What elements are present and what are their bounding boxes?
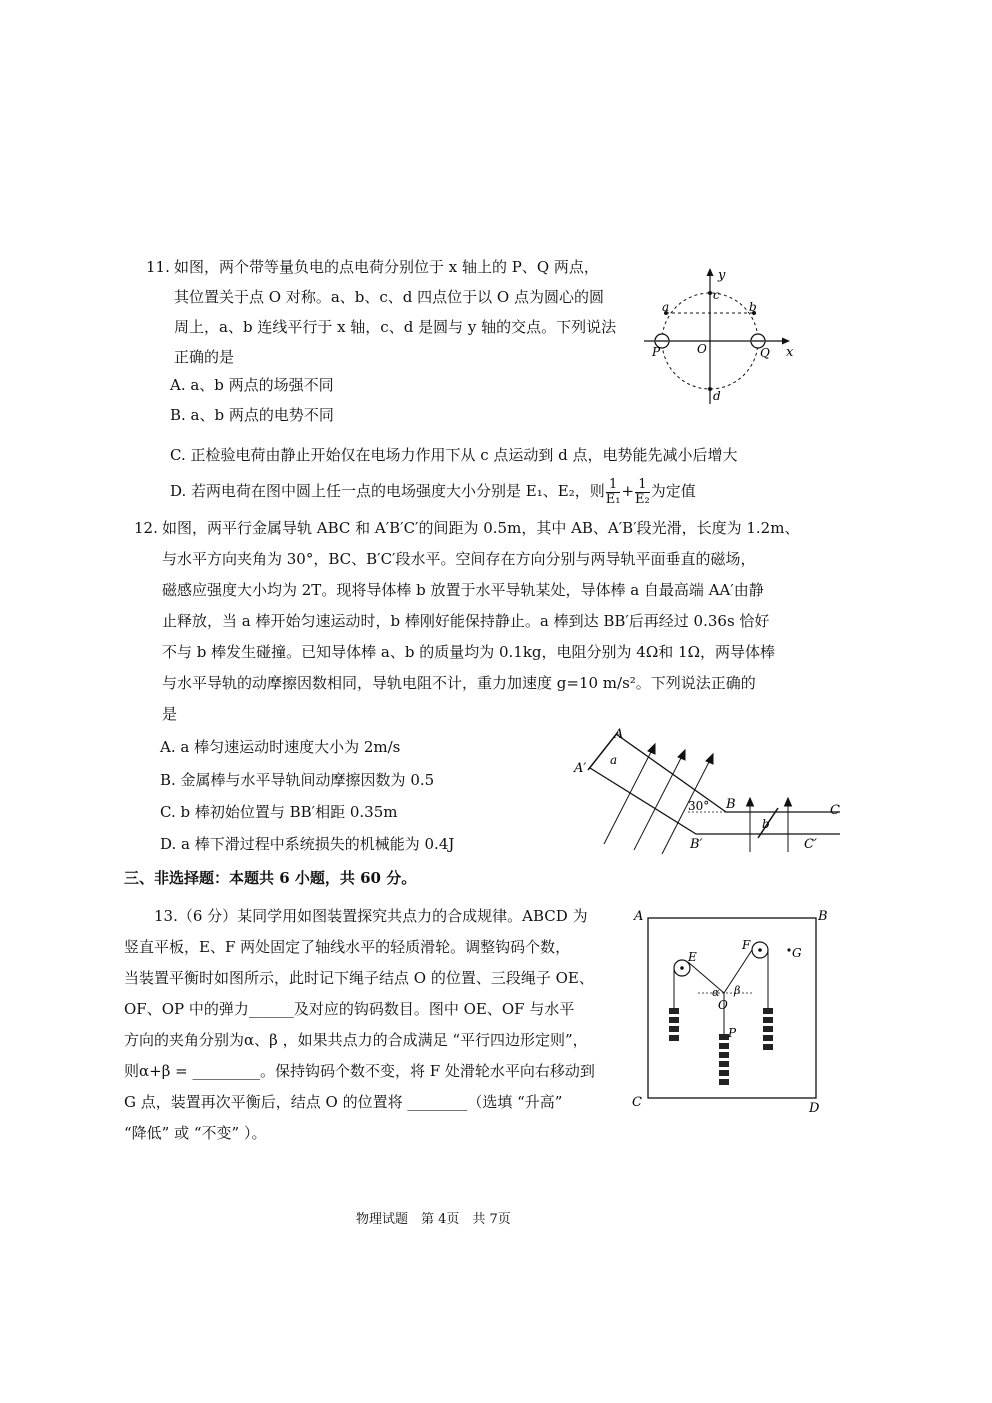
- weights-middle: [719, 1034, 729, 1085]
- question-text-line: 是: [162, 705, 178, 723]
- hook-weight: [763, 1035, 773, 1041]
- rail-figure: [570, 726, 850, 856]
- option-d-suffix: 为定值: [650, 482, 696, 500]
- question-number: 12.: [134, 519, 158, 537]
- option-d: [170, 476, 696, 507]
- fraction: $\frac{1}{\text{E₂}}$: [635, 476, 650, 507]
- pulley-e-axle: [680, 966, 684, 970]
- hook-weight: [669, 1026, 679, 1032]
- label-q: Q: [760, 346, 770, 360]
- label-E: E: [688, 950, 697, 964]
- x-axis-arrow: [782, 338, 790, 345]
- label-d: d: [713, 389, 721, 403]
- hook-weight: [719, 1052, 729, 1058]
- rail-a2b2c2: [590, 768, 840, 834]
- hook-weight: [669, 1035, 679, 1041]
- question-text-line: 如图，两平行金属导轨 ABC 和 A′B′C′的间距为 0.5m，其中 AB、A′B′段光滑，长度为 1.2m、: [162, 519, 800, 537]
- label-b: b: [749, 300, 757, 314]
- question-text-line: 磁感应强度大小均为 2T。现将导体棒 b 放置于水平导轨某处，导体棒 a 自最高端 AA′由静: [162, 581, 764, 599]
- question-text-line: 不与 b 棒发生碰撞。已知导体棒 a、b 的质量均为 0.1kg，电阻分别为 4Ω和 1Ω，两导体棒: [162, 643, 776, 661]
- charge-circle-figure: [640, 262, 800, 407]
- question-text-line: OF、OP 中的弹力______及对应的钩码数目。图中 OE、OF 与水平: [124, 1000, 575, 1018]
- label-O: O: [718, 998, 728, 1012]
- question-text-line: 正确的是: [174, 348, 235, 366]
- label-o: O: [697, 342, 707, 356]
- force-board-figure: [628, 904, 834, 1116]
- label-D: D: [809, 1101, 820, 1116]
- point-d: [708, 387, 712, 391]
- question-text-line: 其位置关于点 O 对称。a、b、c、d 四点位于以 O 点为圆心的圆: [174, 288, 604, 306]
- pulley-f-axle: [758, 948, 762, 952]
- question-text-line: 止释放，当 a 棒开始匀速运动时，b 棒刚好能保持静止。a 棒到达 BB′后再经过 0.36s 恰好: [162, 612, 770, 630]
- hook-weight: [719, 1079, 729, 1085]
- question-text-line: 13.（6 分）某同学用如图装置探究共点力的合成规律。ABCD 为: [154, 907, 588, 925]
- label-c: c: [713, 288, 720, 302]
- label-rod-b: b: [762, 817, 770, 831]
- arrow: [785, 798, 792, 806]
- option-a: A. a 棒匀速运动时速度大小为 2m/s: [160, 738, 401, 756]
- label-A: A: [634, 909, 644, 924]
- option-b: B. a、b 两点的电势不同: [170, 406, 334, 424]
- option-c: C. b 棒初始位置与 BB′相距 0.35m: [160, 803, 398, 821]
- label-rod-a: a: [610, 753, 618, 767]
- hook-weight: [669, 1017, 679, 1023]
- arrow: [706, 754, 713, 764]
- y-axis-arrow: [707, 268, 714, 276]
- hook-weight: [763, 1008, 773, 1014]
- question-text-line: 则α+β = _________。保持钩码个数不变，将 F 处滑轮水平向右移动到: [124, 1062, 595, 1080]
- question-number: 11.: [146, 258, 170, 276]
- point-g: [787, 948, 790, 951]
- label-beta: β: [734, 984, 741, 997]
- hook-weight: [669, 1008, 679, 1014]
- question-text-line: 当装置平衡时如图所示，此时记下绳子结点 O 的位置、三段绳子 OE、: [124, 969, 594, 987]
- label-G: G: [792, 946, 802, 960]
- hook-weight: [719, 1070, 729, 1076]
- option-c: C. 正检验电荷由静止开始仅在电场力作用下从 c 点运动到 d 点，电势能先减小后增大: [170, 446, 738, 464]
- label-alpha: α: [712, 986, 720, 999]
- label-x: x: [786, 345, 794, 360]
- label-a: a: [662, 300, 670, 314]
- label-C: C: [632, 1095, 642, 1110]
- point-c: [708, 291, 712, 295]
- question-text-line: G 点，装置再次平衡后，结点 O 的位置将 ________（选填 “升高”: [124, 1093, 563, 1111]
- fraction: $\frac{1}{\text{E₁}}$: [605, 476, 621, 507]
- label-B-prime: B′: [690, 837, 703, 852]
- plus-sign: +: [621, 482, 635, 500]
- option-d-text: D. 若两电荷在图中圆上任一点的电场强度大小分别是 E₁、E₂，则: [170, 482, 605, 500]
- question-text-line: 方向的夹角分别为α、β ，如果共点力的合成满足 “平行四边形定则”，: [124, 1031, 588, 1049]
- label-F: F: [742, 938, 751, 952]
- label-B: B: [818, 909, 828, 924]
- question-text-line: 竖直平板，E、F 两处固定了轴线水平的轻质滑轮。调整钩码个数，: [124, 938, 571, 956]
- label-B: B: [726, 797, 736, 812]
- label-P: P: [728, 1026, 737, 1040]
- question-text-line: 与水平导轨的动摩擦因数相同，导轨电阻不计，重力加速度 g=10 m/s²。下列说法正确的: [162, 674, 756, 692]
- label-C-prime: C′: [804, 837, 817, 852]
- hook-weight: [763, 1026, 773, 1032]
- section-heading: 三、非选择题：本题共 6 小题，共 60 分。: [124, 869, 417, 887]
- label-C: C: [830, 803, 840, 818]
- weights-right: [763, 1008, 773, 1050]
- arrow: [648, 744, 655, 754]
- label-y: y: [718, 268, 726, 283]
- hook-weight: [763, 1017, 773, 1023]
- option-b: B. 金属棒与水平导轨间动摩擦因数为 0.5: [160, 771, 435, 789]
- hook-weight: [719, 1061, 729, 1067]
- question-text-line: 如图，两个带等量负电的点电荷分别位于 x 轴上的 P、Q 两点，: [174, 258, 599, 276]
- label-p: P: [652, 345, 661, 359]
- label-angle: 30°: [688, 799, 710, 813]
- arrow: [747, 798, 754, 806]
- label-A-prime: A′: [574, 761, 587, 776]
- option-d: D. a 棒下滑过程中系统损失的机械能为 0.4J: [160, 835, 455, 853]
- question-text-line: “降低” 或 “不变” ）。: [124, 1124, 267, 1142]
- weights-left: [669, 1008, 679, 1041]
- page-footer: 物理试题 第 4页 共 7页: [356, 1212, 511, 1227]
- hook-weight: [763, 1044, 773, 1050]
- option-a: A. a、b 两点的场强不同: [170, 376, 334, 394]
- label-A: A: [614, 727, 624, 742]
- question-text-line: 周上，a、b 连线平行于 x 轴，c、d 是圆与 y 轴的交点。下列说法: [174, 318, 617, 336]
- arrow: [678, 750, 685, 760]
- question-text-line: 与水平方向夹角为 30°，BC、B′C′段水平。空间存在方向分别与两导轨平面垂直的磁场，: [162, 550, 756, 568]
- hook-weight: [719, 1043, 729, 1049]
